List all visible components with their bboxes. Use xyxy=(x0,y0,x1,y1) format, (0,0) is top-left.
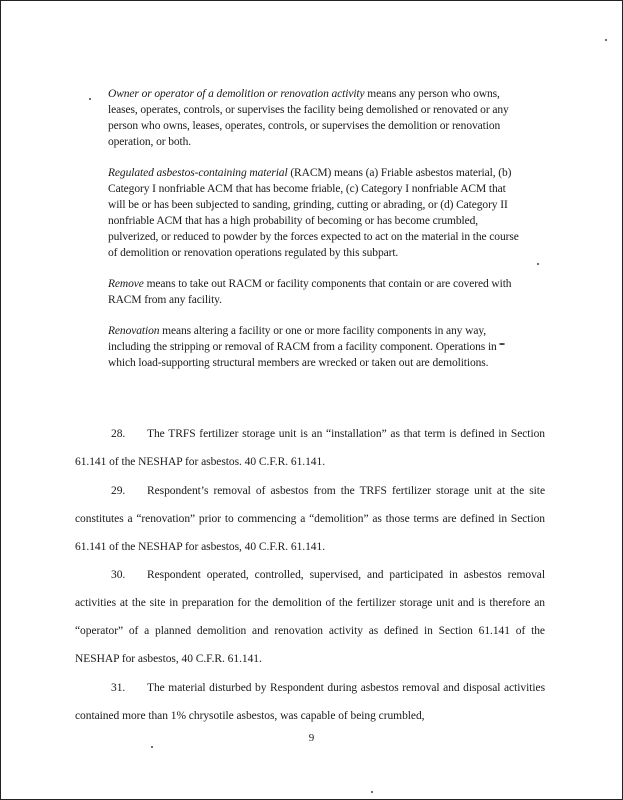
definition-racm xyxy=(108,166,520,261)
scan-speck xyxy=(605,39,607,41)
paragraph-text: Respondent’s removal of asbestos from the TRFS fertilizer storage unit at the site constitutes a “renovation” prior to commencing a “demolition” as those terms are defined in Section 61.141 of the NESHAP for asbestos, 40 C.F.R. 61.141. xyxy=(75,484,545,553)
scan-speck xyxy=(499,343,505,345)
paragraph-29 xyxy=(75,477,545,561)
definitions-block xyxy=(108,87,520,388)
paragraph-number: 31. xyxy=(111,681,126,694)
scan-speck xyxy=(89,98,91,100)
definition-renovation xyxy=(108,324,520,372)
definition-term: Owner or operator of a demolition or renovation activity xyxy=(108,88,365,100)
scan-speck xyxy=(371,791,373,793)
scan-speck xyxy=(537,263,539,265)
paragraph-number: 29. xyxy=(111,484,126,497)
definition-term: Remove xyxy=(108,278,144,291)
definition-text: means any person who owns, leases, operates, controls, or supervises the facility being demolished or renovated or any person who owns, leases, operates, controls, or supervises the demolition or renovation operation, or both. xyxy=(108,88,509,148)
paragraph-number: 28. xyxy=(111,428,126,440)
definition-remove xyxy=(108,277,520,309)
definition-text: means to take out RACM or facility components that contain or are covered with RACM from any facility. xyxy=(108,278,512,306)
numbered-paragraphs xyxy=(75,420,545,730)
definition-text: means altering a facility or one or more facility components in any way, including the stripping or removal of RACM from a facility component. Operations in which load-supporting structural members are wrecked or taken out are demolitions. xyxy=(108,325,497,370)
definition-term: Renovation xyxy=(108,325,160,338)
definition-term: Regulated asbestos-containing material xyxy=(108,167,288,180)
definition-text: (RACM) means (a) Friable asbestos material, (b) Category I nonfriable ACM that has become friable, (c) Category I nonfriable ACM that will be or has been subjected to sanding, grinding, cutting or abrading, or (d) Category II nonfriable ACM that has a high probability of becoming or has become crumbled, pulverized, or reduced to powder by the forces expected to act on the material in the course of demolition or renovation operations regulated by this subpart. xyxy=(108,167,519,259)
paragraph-text: The material disturbed by Respondent during asbestos removal and disposal activities contained more than 1% chrysotile asbestos, was capable of being crumbled, xyxy=(75,681,545,722)
paragraph-number: 30. xyxy=(111,569,126,581)
definition-owner-operator xyxy=(108,87,520,151)
page-number: 9 xyxy=(308,732,315,744)
paragraph-text: The TRFS fertilizer storage unit is an “installation” as that term is defined in Section 61.141 of the NESHAP for asbestos. 40 C.F.R. 61.141. xyxy=(75,428,545,468)
paragraph-28 xyxy=(75,420,545,476)
paragraph-31 xyxy=(75,674,545,730)
paragraph-30 xyxy=(75,561,545,673)
paragraph-text: Respondent operated, controlled, supervised, and participated in asbestos removal activities at the site in preparation for the demolition of the fertilizer storage unit and is therefore an “operator” of a planned demolition and renovation activity as defined in Section 61.141 of the NESHAP for asbestos, 40 C.F.R. 61.141. xyxy=(75,569,545,665)
scan-speck xyxy=(151,746,153,748)
